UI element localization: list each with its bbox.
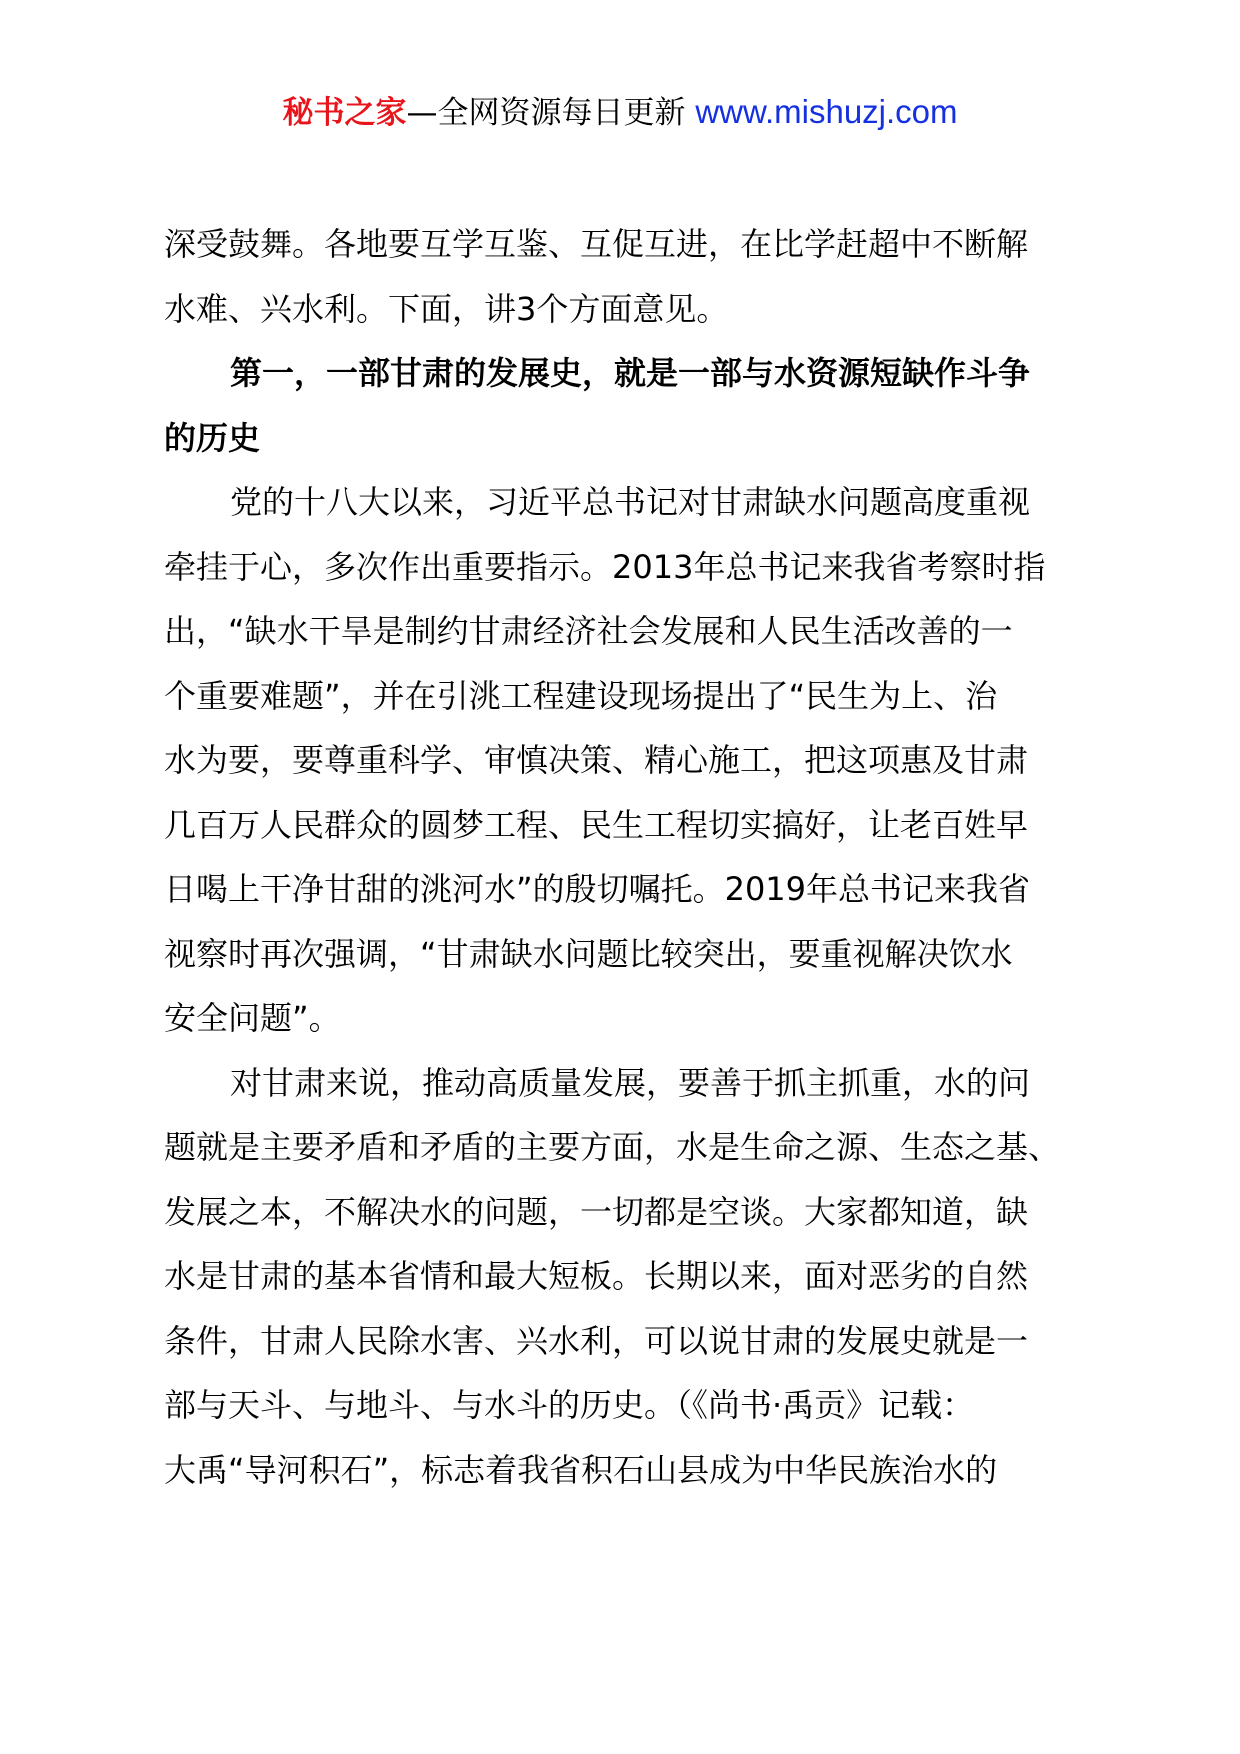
section-heading-line: 的历史 (164, 418, 261, 457)
text-line: 日喝上干净甘甜的洮河水”的殷切嘱托。2019年总书记来我省 (164, 870, 1031, 908)
text-line: 水难、兴水利。下面，讲3个方面意见。 (164, 289, 729, 328)
document-body (164, 212, 1094, 1502)
text-line: 大禹“导河积石”，标志着我省积石山县成为中华民族治水的 (164, 1450, 998, 1489)
text-line: 个重要难题”，并在引洮工程建设现场提出了“民生为上、治 (164, 676, 998, 715)
text-line: 水是甘肃的基本省情和最大短板。长期以来，面对恶劣的自然 (164, 1257, 1029, 1295)
section-heading-line: 第一，一部甘肃的发展史，就是一部与水资源短缺作斗争 (230, 354, 1031, 392)
page-header (0, 92, 1240, 133)
text-line: 视察时再次强调，“甘肃缺水问题比较突出，要重视解决饮水 (164, 934, 1013, 973)
text-line: 水为要，要尊重科学、审慎决策、精心施工，把这项惠及甘肃 (164, 741, 1029, 779)
text-line: 安全问题”。 (164, 999, 341, 1037)
text-line: 几百万人民群众的圆梦工程、民生工程切实搞好，让老百姓早 (164, 805, 1029, 844)
text-line: 对甘肃来说，推动高质量发展，要善于抓主抓重，水的问 (230, 1063, 1031, 1102)
text-line: 题就是主要矛盾和矛盾的主要方面，水是生命之源、生态之基、 (164, 1128, 1061, 1166)
text-line: 出，“缺水干旱是制约甘肃经济社会发展和人民生活改善的一 (164, 612, 1013, 650)
text-line: 部与天斗、与地斗、与水斗的历史。（《尚书·禹贡》记载： (164, 1386, 975, 1424)
header-tagline: —全网资源每日更新 (406, 95, 686, 131)
text-line: 条件，甘肃人民除水害、兴水利，可以说甘肃的发展史就是一 (164, 1321, 1029, 1360)
text-line: 深受鼓舞。各地要互学互鉴、互促互进，在比学赶超中不断解 (164, 225, 1029, 263)
brand-name: 秘书之家 (282, 95, 407, 131)
text-line: 发展之本，不解决水的问题，一切都是空谈。大家都知道，缺 (164, 1192, 1029, 1231)
text-line: 牵挂于心，多次作出重要指示。2013年总书记来我省考察时指 (164, 547, 1046, 586)
website-link[interactable]: www.mishuzj.com (695, 93, 958, 130)
text-line: 党的十八大以来，习近平总书记对甘肃缺水问题高度重视 (230, 483, 1031, 521)
